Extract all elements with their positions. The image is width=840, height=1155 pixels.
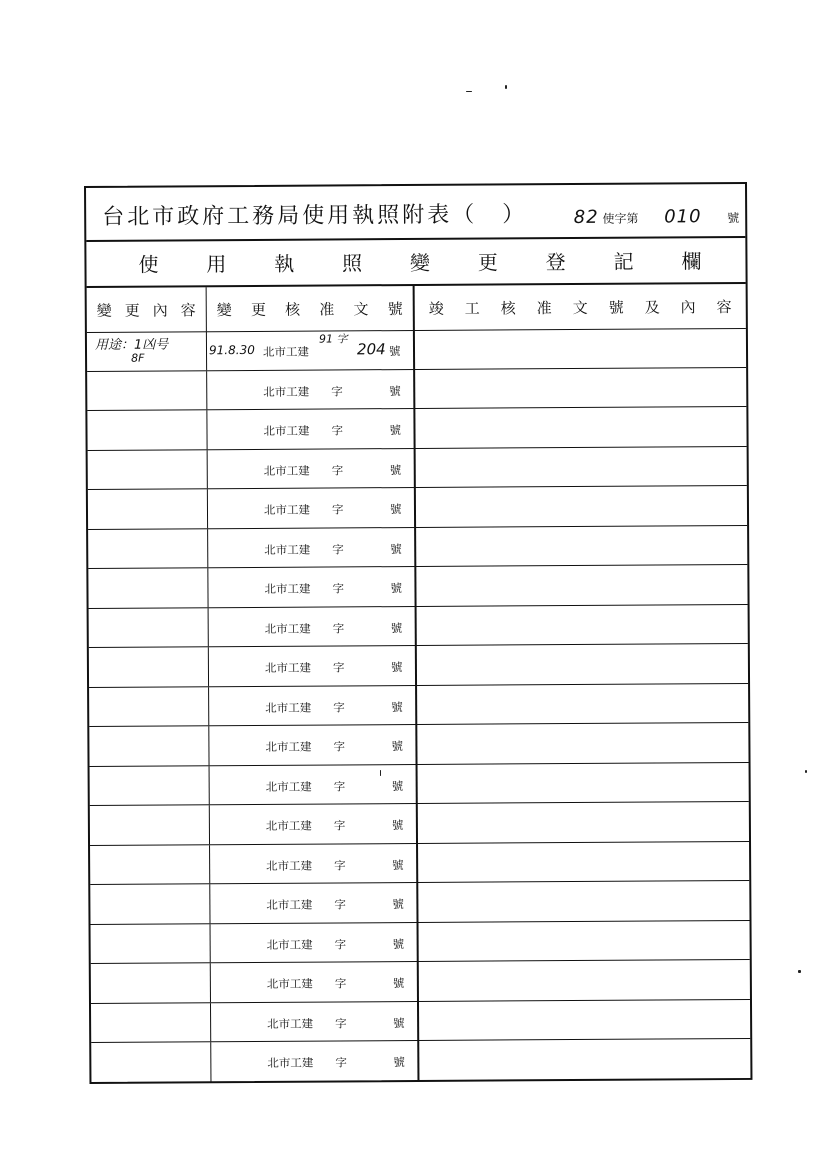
section-title-char: 更 — [477, 249, 498, 275]
change-approval-cell[interactable] — [211, 962, 419, 1002]
doc-prefix: 北市工建 — [266, 858, 313, 873]
doc-zi: 字 — [333, 739, 345, 754]
doc-prefix: 北市工建 — [266, 976, 313, 991]
header-completion-approval — [415, 284, 746, 330]
table-row — [89, 604, 748, 648]
doc-hao: 號 — [390, 581, 403, 596]
handwritten-year-note: 91 字 — [318, 332, 348, 346]
completion-approval-cell[interactable] — [416, 525, 747, 566]
change-content-cell[interactable] — [91, 963, 211, 1002]
doc-zi: 字 — [334, 857, 346, 872]
header-char: 文 — [353, 299, 369, 318]
license-suffix: 號 — [727, 210, 740, 226]
table-row — [91, 960, 750, 1004]
doc-prefix: 北市工建 — [264, 621, 311, 636]
doc-hao: 號 — [391, 818, 404, 833]
table-row — [90, 762, 749, 806]
doc-hao: 號 — [389, 502, 402, 517]
table-row — [91, 999, 750, 1043]
license-serial: 010 — [664, 206, 702, 228]
table-row — [91, 1039, 750, 1083]
doc-prefix: 北市工建 — [264, 542, 311, 557]
form-title: 台北市政府工務局使用執照附表（ ） — [102, 202, 528, 230]
doc-zi: 字 — [331, 383, 343, 398]
completion-approval-cell[interactable] — [419, 1039, 750, 1081]
completion-approval-cell[interactable] — [415, 328, 746, 369]
doc-hao: 號 — [391, 739, 403, 754]
doc-prefix: 北市工建 — [263, 384, 310, 399]
completion-approval-cell[interactable] — [419, 920, 750, 961]
completion-approval-cell[interactable] — [416, 446, 747, 487]
table-row — [91, 920, 750, 964]
doc-prefix: 北市工建 — [267, 1016, 314, 1031]
doc-prefix: 北市工建 — [263, 423, 310, 438]
change-content-cell[interactable] — [88, 568, 208, 607]
completion-approval-cell[interactable] — [417, 683, 748, 724]
change-content-cell[interactable] — [87, 331, 207, 370]
table-row — [90, 881, 749, 925]
handwritten-content: 用途：1凶号 — [94, 337, 169, 353]
header-char: 更 — [124, 301, 140, 320]
change-approval-cell[interactable] — [209, 606, 417, 646]
change-approval-cell[interactable] — [211, 922, 419, 962]
section-title-char: 變 — [409, 250, 431, 275]
scan-speck — [798, 970, 801, 973]
doc-prefix: 北市工建 — [267, 1055, 314, 1070]
header-char: 內 — [152, 300, 168, 320]
doc-zi: 字 — [331, 462, 344, 477]
table-row — [88, 486, 747, 530]
change-approval-cell[interactable] — [208, 567, 416, 607]
change-content-cell[interactable] — [90, 805, 210, 844]
change-approval-cell[interactable] — [211, 1041, 419, 1082]
license-prefix: 使字第 — [602, 211, 639, 226]
doc-hao: 號 — [390, 541, 402, 556]
doc-zi: 字 — [334, 936, 347, 951]
completion-approval-cell[interactable] — [418, 762, 749, 803]
table-row — [88, 565, 747, 609]
change-content-cell[interactable] — [90, 884, 210, 923]
doc-zi: 字 — [332, 581, 345, 596]
handwritten-date: 91.8.30 — [208, 342, 255, 358]
header-char: 准 — [536, 298, 552, 317]
change-approval-cell[interactable] — [209, 646, 417, 686]
doc-zi: 字 — [332, 541, 344, 556]
header-char: 更 — [250, 300, 267, 319]
completion-approval-cell[interactable] — [417, 723, 748, 764]
change-approval-cell[interactable] — [211, 1001, 419, 1041]
change-approval-cell[interactable] — [208, 527, 416, 567]
license-number — [574, 206, 740, 228]
change-content-cell[interactable] — [89, 608, 209, 647]
table-row — [87, 407, 746, 451]
doc-prefix: 北市工建 — [263, 463, 310, 478]
header-char: 及 — [644, 297, 660, 317]
doc-hao: 號 — [392, 897, 404, 912]
doc-zi: 字 — [333, 778, 346, 793]
completion-approval-cell[interactable] — [415, 407, 746, 448]
table-row — [90, 841, 749, 885]
completion-approval-cell[interactable] — [417, 644, 748, 685]
doc-prefix: 北市工建 — [262, 344, 310, 359]
table-row — [87, 328, 746, 372]
doc-hao: 號 — [392, 936, 405, 951]
table-row — [88, 446, 747, 490]
header-char: 容 — [716, 297, 732, 316]
header-char: 准 — [319, 299, 335, 319]
header-char: 容 — [180, 300, 196, 319]
table-row — [89, 644, 748, 688]
section-title-row — [86, 236, 745, 288]
doc-prefix: 北市工建 — [265, 818, 312, 833]
change-content-cell[interactable] — [91, 924, 211, 963]
change-approval-cell[interactable] — [207, 369, 415, 409]
section-title-char: 執 — [274, 251, 295, 276]
change-content-cell[interactable] — [90, 845, 210, 884]
header-change-approval — [207, 286, 415, 331]
change-approval-cell[interactable] — [210, 843, 418, 883]
header-char: 竣 — [428, 299, 444, 318]
change-content-cell[interactable] — [91, 1042, 211, 1082]
change-content-cell[interactable] — [88, 529, 208, 568]
header-char: 變 — [216, 300, 232, 319]
doc-hao: 號 — [389, 423, 402, 438]
header-char: 號 — [387, 299, 403, 318]
change-content-cell[interactable] — [87, 371, 207, 410]
change-approval-cell[interactable] — [209, 725, 417, 765]
change-content-cell[interactable] — [89, 647, 209, 686]
change-approval-cell[interactable] — [210, 804, 418, 844]
change-content-cell[interactable] — [90, 766, 210, 805]
doc-prefix: 北市工建 — [266, 897, 313, 912]
doc-hao: 號 — [390, 620, 403, 635]
change-approval-cell[interactable] — [207, 330, 415, 370]
doc-zi: 字 — [334, 976, 347, 991]
doc-hao: 號 — [391, 778, 404, 793]
table-row — [88, 525, 747, 569]
doc-prefix: 北市工建 — [263, 502, 311, 517]
doc-zi: 字 — [333, 818, 346, 833]
doc-prefix: 北市工建 — [264, 660, 311, 675]
completion-approval-cell[interactable] — [418, 802, 749, 843]
completion-approval-cell[interactable] — [419, 999, 750, 1040]
change-approval-cell[interactable] — [207, 409, 415, 449]
completion-approval-cell[interactable] — [417, 604, 748, 645]
change-content-cell[interactable] — [91, 1003, 211, 1042]
handwritten-floor: 8F — [131, 351, 145, 365]
usage-license-annex-form — [84, 182, 752, 1084]
doc-hao: 號 — [392, 976, 405, 991]
change-approval-cell[interactable] — [208, 488, 416, 528]
doc-prefix: 北市工建 — [266, 937, 313, 952]
doc-hao: 號 — [392, 857, 404, 872]
license-year: 82 — [573, 206, 599, 229]
completion-approval-cell[interactable] — [416, 486, 747, 527]
section-title-char: 用 — [206, 251, 227, 276]
doc-zi: 字 — [335, 1055, 347, 1070]
title-row — [86, 184, 745, 242]
doc-prefix: 北市工建 — [264, 581, 311, 596]
completion-approval-cell[interactable] — [415, 367, 746, 408]
doc-zi: 字 — [332, 620, 345, 635]
header-change-content — [87, 287, 207, 332]
completion-approval-cell[interactable] — [416, 565, 747, 606]
change-approval-cell[interactable] — [210, 883, 418, 923]
change-content-cell[interactable] — [87, 410, 207, 449]
header-char: 核 — [500, 298, 516, 317]
doc-hao: 號 — [388, 344, 401, 359]
table-row — [87, 367, 746, 411]
header-char: 核 — [285, 300, 301, 319]
doc-prefix: 北市工建 — [265, 700, 312, 715]
change-content-cell[interactable] — [89, 726, 209, 765]
section-title-char: 欄 — [681, 248, 702, 273]
change-approval-cell[interactable] — [209, 685, 417, 725]
header-char: 工 — [464, 299, 480, 318]
doc-zi: 字 — [331, 423, 344, 438]
doc-hao: 號 — [393, 1015, 405, 1030]
scan-speck — [805, 770, 807, 773]
scan-speck — [466, 91, 472, 92]
header-char: 號 — [608, 298, 624, 317]
scan-speck — [505, 85, 507, 89]
column-header-row — [87, 284, 746, 333]
change-content-cell[interactable] — [88, 450, 208, 489]
doc-hao: 號 — [389, 383, 401, 398]
change-content-cell[interactable] — [89, 687, 209, 726]
doc-zi: 字 — [334, 897, 346, 912]
doc-zi: 字 — [335, 1015, 347, 1030]
header-char: 變 — [96, 301, 112, 320]
header-char: 文 — [572, 298, 588, 317]
doc-hao: 號 — [393, 1055, 405, 1070]
table-row — [89, 683, 748, 727]
doc-prefix: 北市工建 — [265, 779, 312, 794]
doc-zi: 字 — [331, 502, 344, 517]
change-approval-cell[interactable] — [208, 448, 416, 488]
doc-zi: 字 — [332, 660, 345, 675]
section-title-char: 登 — [545, 249, 566, 274]
doc-hao: 號 — [390, 660, 403, 675]
change-content-cell[interactable] — [88, 489, 208, 528]
doc-hao: 號 — [389, 462, 402, 477]
table-row — [89, 723, 748, 767]
section-title-char: 使 — [138, 252, 159, 277]
doc-zi: 字 — [333, 699, 345, 714]
section-title-char: 照 — [342, 250, 363, 275]
completion-approval-cell[interactable] — [419, 960, 750, 1001]
section-title-char: 記 — [613, 249, 634, 274]
completion-approval-cell[interactable] — [418, 881, 749, 922]
registration-rows — [87, 328, 751, 1082]
completion-approval-cell[interactable] — [418, 841, 749, 882]
doc-hao: 號 — [391, 699, 403, 714]
handwritten-doc-number: 204 — [356, 340, 386, 359]
table-row — [90, 802, 749, 846]
change-approval-cell[interactable] — [210, 764, 418, 804]
header-char: 內 — [680, 297, 696, 316]
doc-prefix: 北市工建 — [265, 739, 312, 754]
